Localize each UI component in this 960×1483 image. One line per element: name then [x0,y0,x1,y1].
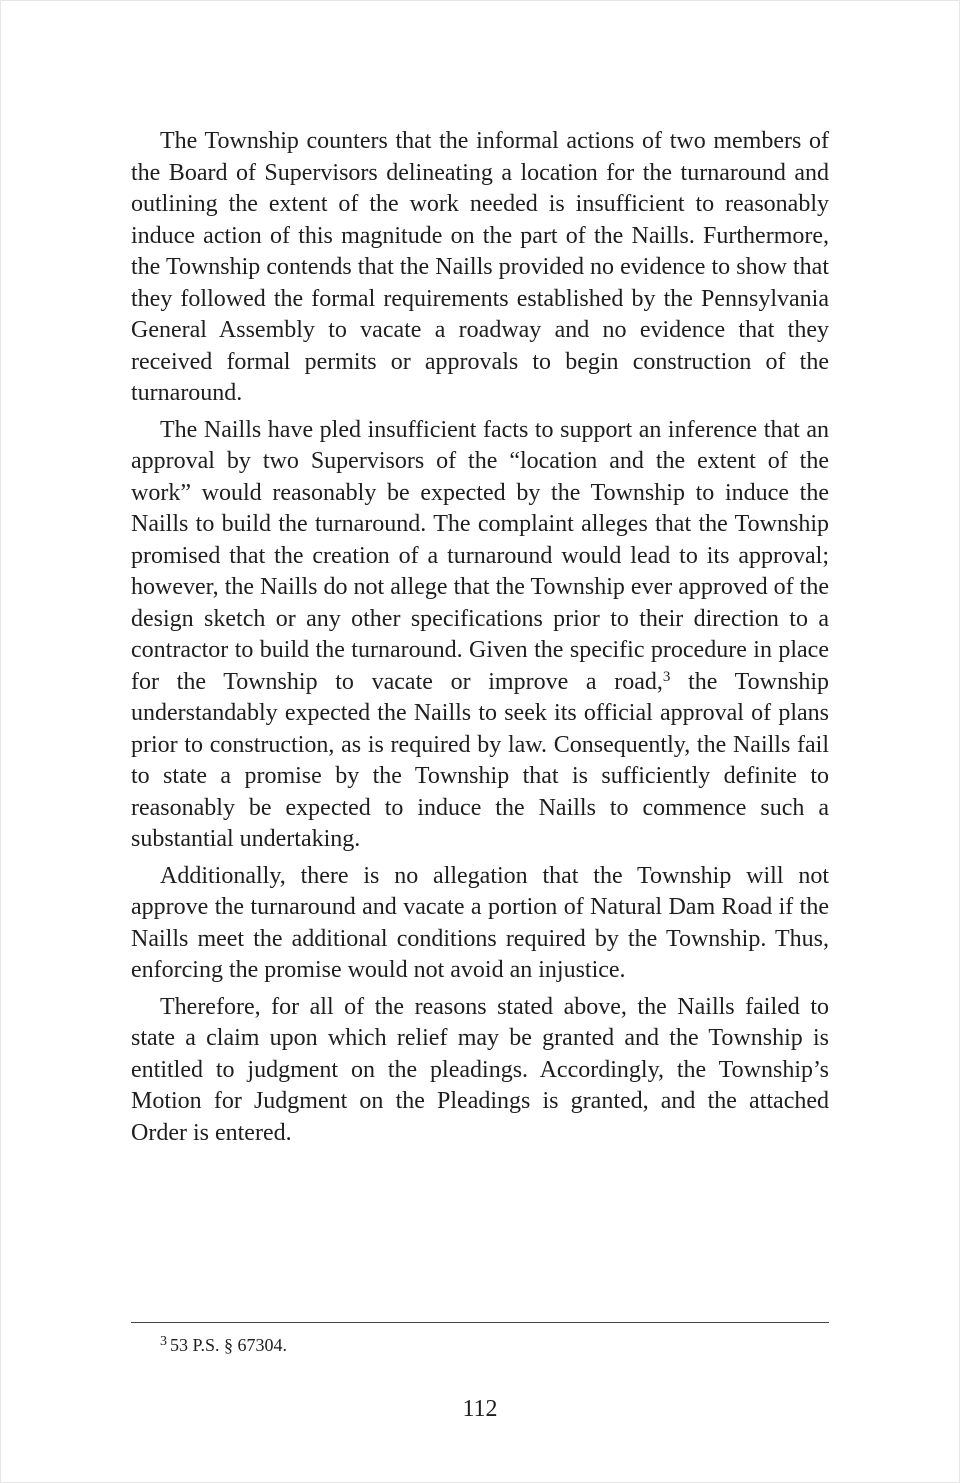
paragraph-township-counters: The Township counters that the informal actions of two members of the Board of Supervisors delineating a location for the turnaround and outlining the extent of the work needed is insufficient to reasonably induce action of this magnitude on the part of the Naills. Furthermore, the Township contends that the Naills provided no evidence to show that they followed the formal requirements established by the Pennsylvania General Assembly to vacate a roadway and no evidence that they received formal permits or approvals to begin construction of the turnaround. [131,128,829,406]
footnote-reference: 3 [662,668,671,685]
page-number: 112 [462,1396,498,1422]
opinion-body [131,126,829,1154]
footnote-divider [131,1322,829,1323]
paragraph-insufficient-facts [131,415,829,856]
paragraph-conclusion: Therefore, for all of the reasons stated above, the Naills failed to state a claim upon which relief may be granted and the Township is entitled to judgment on the pleadings. Accordingly, the Township’s Motion for Judgment on the Pleadings is granted, and the attached Order is entered. [131,993,829,1146]
paragraph-text-after-footnote: the Township understandably expected the Naills to seek its official approval of plans prior to construction, as is required by law. Consequently, the Naills fail to state a promise by the Township that is sufficiently definite to reasonably be expected to induce the Naills to commence such a substantial undertaking. [131,668,829,852]
paragraph-text-before-footnote: The Naills have pled insufficient facts to support an inference that an approval by two Supervisors of the “location and the extent of the work” would reasonably be expected by the Township to induce the Naills to build the turnaround. The complaint alleges that the Township promised that the creation of a turnaround would lead to its approval; however, the Naills do not allege that the Township ever approved of the design sketch or any other specifications prior to their direction to a contractor to build the turnaround. Given the specific procedure in place for the Township to vacate or improve a road, [131,416,829,695]
footnote-number: 3 [160,1334,167,1349]
footnote [160,1333,287,1357]
paragraph-no-allegation: Additionally, there is no allegation that the Township will not approve the turnaround and vacate a portion of Natural Dam Road if the Naills meet the additional conditions required by the Township. Thus, enforcing the promise would not avoid an injustice. [131,862,829,983]
footnote-text: 53 P.S. § 67304. [170,1335,288,1355]
